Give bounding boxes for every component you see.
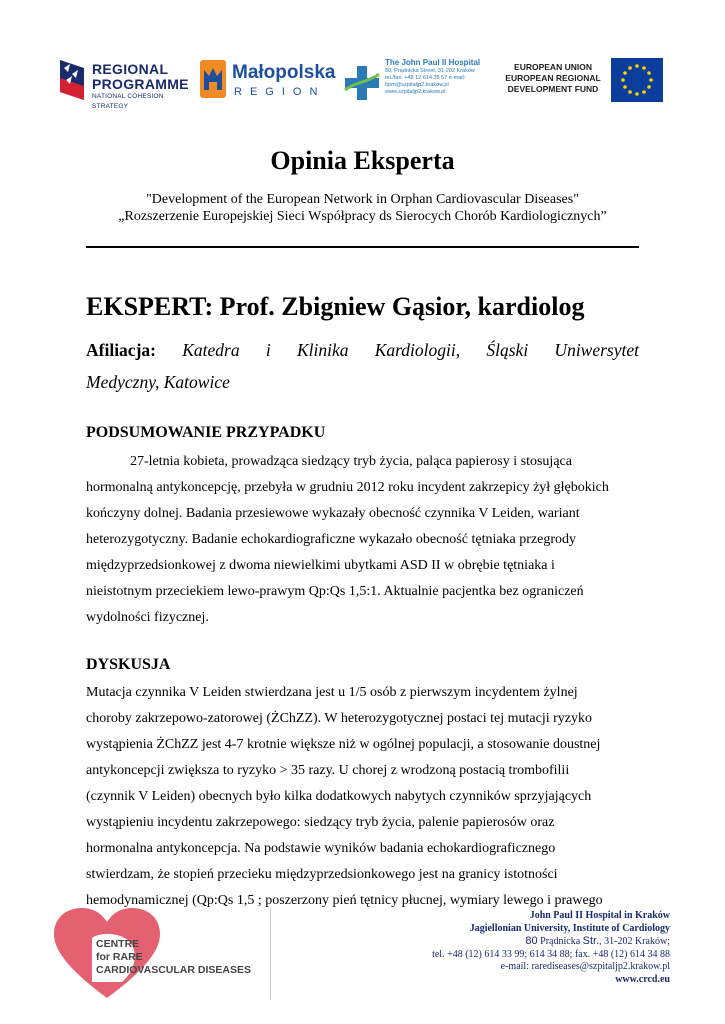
footer-org2: Jagiellonian University, Institute of Cardiology [469, 922, 670, 934]
malopolska-emblem-icon [200, 60, 226, 98]
hospital-logo [343, 58, 493, 108]
malopolska-region: REGION [234, 86, 326, 98]
footer-email[interactable]: e-mail: rarediseases@szpitaljp2.krakow.pl [500, 961, 670, 972]
paragraph-line: kończyny dolnej. Badania przesiewowe wykazały obecność czynnika V Leiden, wariant [86, 506, 580, 521]
footer-street-number: 80 [525, 935, 538, 947]
hospital-phone: tel./fax. +48 12 614 35 57 e-mail: [385, 75, 466, 81]
subtitle-english: "Development of the European Network in Orphan Cardiovascular Diseases" [146, 192, 579, 207]
paragraph-line: stwierdzam, że stopień przecieku międzyprzedsionkowego jest na granicy istotności [86, 867, 558, 882]
paragraph-line: wystąpieniu incydentu zakrzepowego: siedzący tryb życia, palenie papierosów oraz [86, 815, 555, 830]
paragraph-line: wydolności fizycznej. [86, 610, 209, 625]
crcd-line3: CARDIOVASCULAR DISEASES [96, 964, 251, 976]
paragraph-line: Mutacja czynnika V Leiden stwierdzana jest u 1/5 osób z pierwszym incydentem żylnej [86, 685, 578, 700]
footer-tel: tel. +48 (12) 614 33 99; 614 34 88; fax. +48 (12) 614 34 88 [432, 948, 670, 960]
poland-flag-icon [58, 58, 86, 102]
subtitle-polish: „Rozszerzenie Europejskiej Sieci Współpracy ds Sierocych Chorób Kardiologicznych” [118, 209, 607, 224]
crcd-logo [52, 900, 272, 1000]
regional-programme-line2: PROGRAMME [92, 76, 189, 92]
affiliation-line2: Medyczny, Katowice [86, 372, 230, 392]
eu-line1: EUROPEAN UNION [514, 62, 592, 72]
title-divider [86, 246, 639, 248]
footer-address [380, 935, 670, 949]
paragraph-line: hemodynamicznej (Qp:Qs 1,5 ; poszerzony pień tętnicy płucnej, wymiary lewego i prawego [86, 893, 603, 908]
eu-logo [503, 58, 663, 104]
footer-divider [270, 908, 271, 1000]
paragraph-line: 27-letnia kobieta, prowadząca siedzący tryb życia, paląca papierosy i stosująca [130, 454, 572, 469]
section-heading-discussion: DYSKUSJA [86, 656, 171, 673]
hospital-cross-icon [343, 64, 381, 102]
crcd-line1: CENTRE [96, 938, 140, 950]
malopolska-name: Małopolska [232, 62, 336, 83]
section-heading-summary: PODSUMOWANIE PRZYPADKU [86, 424, 326, 441]
footer-org1: John Paul II Hospital in Kraków [529, 910, 670, 921]
hospital-name: The John Paul II Hospital [385, 58, 481, 67]
hospital-address: 80, Prądnicka Street, 31-202 Kraków [385, 68, 475, 74]
footer-street: Prądnicka [540, 936, 581, 947]
hospital-email: bpm@szpitaljp2.krakow.pl [385, 82, 449, 88]
document-title: Opinia Eksperta [270, 146, 455, 175]
hospital-web: www.szpitaljp2.krakow.pl [385, 89, 446, 95]
eu-line3: DEVELOPMENT FUND [507, 84, 599, 94]
eu-flag-icon [611, 58, 663, 102]
paragraph-line: (czynnik V Leiden) obecnych było kilka dodatkowych nabytych czynników sprzyjających [86, 789, 592, 804]
regional-programme-line3: NATIONAL COHESION STRATEGY [92, 93, 164, 110]
footer-web[interactable]: www.crcd.eu [615, 973, 670, 985]
affiliation-value: Katedra i Klinika Kardiologii, Śląski Uniwersytet [182, 340, 639, 360]
footer-contact [380, 910, 670, 986]
expert-heading: EKSPERT: Prof. Zbigniew Gąsior, kardiolog [86, 292, 585, 321]
paragraph-line: choroby zakrzepowo-zatorowej (ŻChZZ). W heterozygotycznej postaci tej mutacji ryzyko [86, 711, 593, 726]
affiliation-line1 [86, 340, 639, 361]
paragraph-line: wystąpienia ŻChZZ jest 4-7 krotnie większe niż w ogólnej populacji, a stosowanie doustnej [86, 737, 601, 752]
section-body-summary [86, 449, 639, 631]
paragraph-line: międzyprzedsionkowej z dwoma niewielkimi ubytkami ASD II w obrębie tętniaka i [86, 558, 555, 573]
paragraph-line: hormonalna antykoncepcja. Na podstawie wyników badania echokardiograficznego [86, 841, 556, 856]
footer-city: , 31-202 Kraków; [599, 936, 670, 947]
paragraph-line: heterozygotyczny. Badanie echokardiograficzne wykazało obecność tętniaka przegrody [86, 532, 577, 547]
footer-street-abbr: Str. [582, 935, 600, 947]
paragraph-line: antykoncepcji zwiększa to ryzyko > 35 razy. U chorej z wrodzoną postacią trombofilii [86, 763, 570, 778]
section-body-discussion [86, 680, 639, 914]
paragraph-line: hormonalną antykoncepcję, przebyła w grudniu 2012 roku incydent zakrzepicy żył głębokich [86, 480, 609, 495]
eu-line2: EUROPEAN REGIONAL [505, 73, 601, 83]
paragraph-line: nieistotnym przeciekiem lewo-prawym Qp:Qs 1,5:1. Aktualnie pacjentka bez ograniczeń [86, 584, 584, 599]
crcd-line2: for RARE [96, 951, 143, 963]
regional-programme-line1: REGIONAL [92, 61, 169, 77]
malopolska-logo [200, 60, 340, 102]
regional-programme-logo [58, 58, 198, 110]
affiliation-label: Afiliacja: [86, 340, 156, 360]
